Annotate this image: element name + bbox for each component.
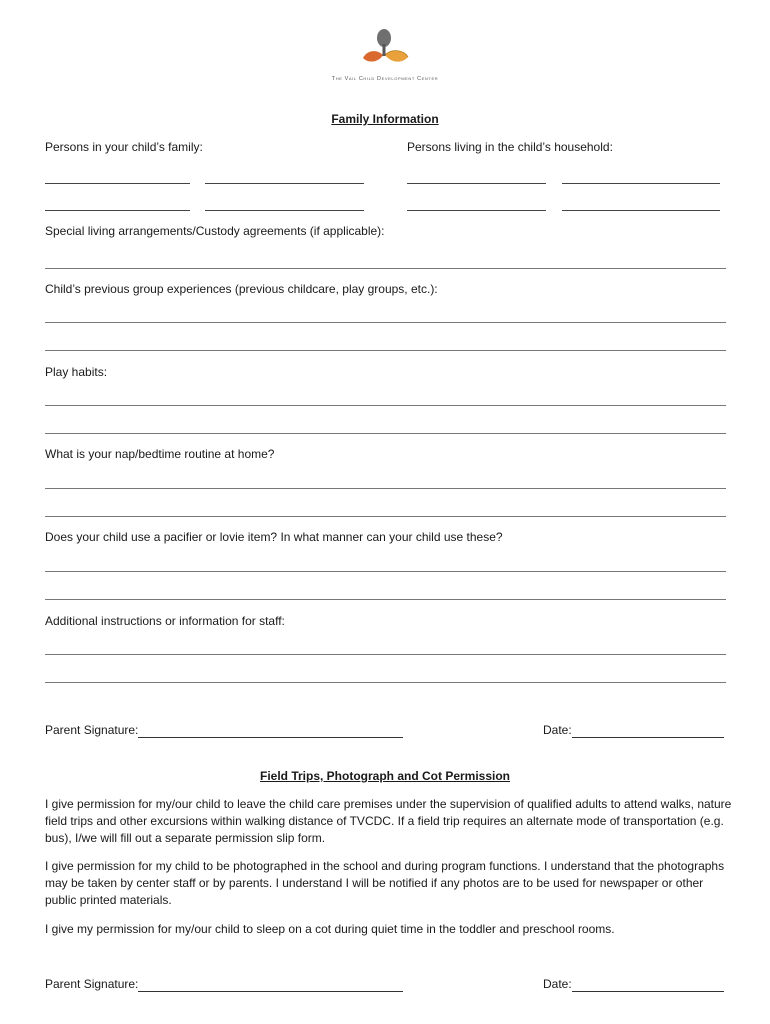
tree-leaves-logo-icon: [355, 24, 415, 72]
parent-signature-line[interactable]: [138, 978, 403, 992]
date-field: [543, 723, 724, 738]
group-experience-answer-line[interactable]: [45, 350, 726, 351]
parent-signature-line[interactable]: [138, 724, 403, 738]
family-info-heading: Family Information: [331, 112, 439, 126]
family-member-blank[interactable]: [205, 210, 364, 211]
org-name: The Vail Child Development Center: [331, 76, 439, 82]
date-line[interactable]: [572, 978, 724, 992]
instructions-label: Additional instructions or information for staff:: [45, 614, 285, 628]
play-habits-answer-line[interactable]: [45, 433, 726, 434]
family-member-blank[interactable]: [45, 183, 190, 184]
nap-routine-answer-line[interactable]: [45, 516, 726, 517]
parent-signature-field: [45, 977, 403, 992]
persons-household-label: Persons living in the child’s household:: [407, 140, 613, 154]
persons-family-label: Persons in your child’s family:: [45, 140, 203, 154]
parent-signature-label: Parent Signature:: [45, 977, 139, 991]
play-habits-label: Play habits:: [45, 365, 108, 379]
parent-signature-label: Parent Signature:: [45, 723, 139, 737]
date-line[interactable]: [572, 724, 724, 738]
custody-label: Special living arrangements/Custody agreements (if applicable):: [45, 224, 385, 238]
permissions-heading: Field Trips, Photograph and Cot Permission: [259, 769, 511, 783]
pacifier-answer-line[interactable]: [45, 599, 726, 600]
date-field: [543, 977, 724, 992]
custody-answer-line[interactable]: [45, 268, 726, 269]
pacifier-label: Does your child use a pacifier or lovie item? In what manner can your child use these?: [45, 530, 503, 544]
household-member-blank[interactable]: [407, 183, 546, 184]
date-label: Date:: [543, 977, 572, 991]
instructions-answer-line[interactable]: [45, 654, 726, 655]
nap-routine-label: What is your nap/bedtime routine at home?: [45, 447, 275, 461]
pacifier-answer-line[interactable]: [45, 571, 726, 572]
household-member-blank[interactable]: [407, 210, 546, 211]
photo-paragraph: I give permission for my child to be photographed in the school and during program functions. I understand that the photographs may be taken by center staff or by parents. I understand I will be notified if any photos are to be used for newspaper or other public printed materials.: [45, 859, 725, 907]
family-member-blank[interactable]: [45, 210, 190, 211]
household-member-blank[interactable]: [562, 183, 720, 184]
field-trip-paragraph: I give permission for my/our child to leave the child care premises under the supervision of qualified adults to attend walks, nature field trips and other excursions within walking distance of TVCDC. If a field trip requires an alternate mode of transportation (e.g. bus), I/we will fill out a separate permission slip form.: [45, 797, 732, 845]
group-experience-answer-line[interactable]: [45, 322, 726, 323]
logo: [355, 24, 415, 72]
play-habits-answer-line[interactable]: [45, 405, 726, 406]
nap-routine-answer-line[interactable]: [45, 488, 726, 489]
household-member-blank[interactable]: [562, 210, 720, 211]
group-experience-label: Child’s previous group experiences (previous childcare, play groups, etc.):: [45, 282, 438, 296]
instructions-answer-line[interactable]: [45, 682, 726, 683]
family-member-blank[interactable]: [205, 183, 364, 184]
parent-signature-field: [45, 723, 403, 738]
cot-paragraph: I give my permission for my/our child to sleep on a cot during quiet time in the toddler and preschool rooms.: [45, 922, 615, 936]
date-label: Date:: [543, 723, 572, 737]
